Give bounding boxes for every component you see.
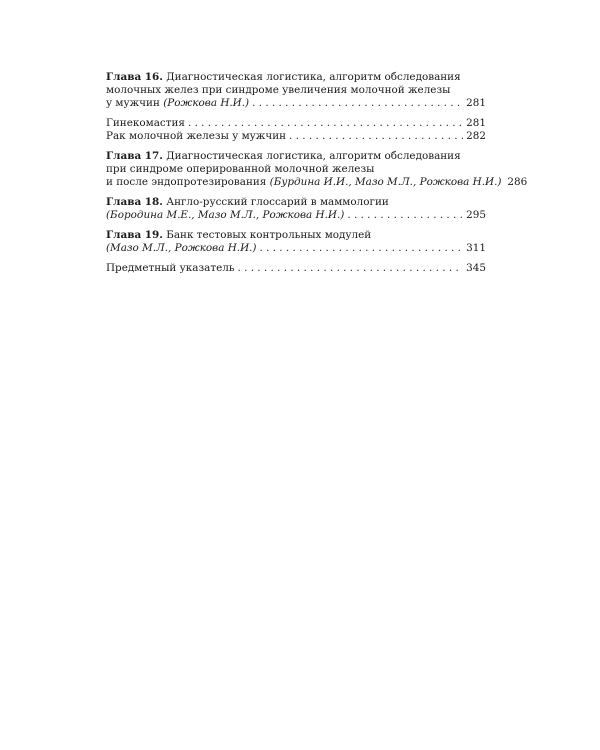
leader-dots bbox=[237, 262, 463, 275]
table-of-contents bbox=[106, 71, 528, 282]
chapter-label: Глава 18. bbox=[106, 196, 163, 208]
page-number: 281 bbox=[466, 97, 486, 109]
section-title: Гинекомастия bbox=[106, 117, 185, 129]
leader-dots bbox=[347, 209, 463, 222]
page-number: 295 bbox=[466, 209, 486, 221]
toc-entry-male-breast-cancer[interactable] bbox=[106, 130, 486, 143]
page-number: 281 bbox=[466, 117, 486, 129]
page-number: 311 bbox=[466, 242, 486, 254]
leader-dots bbox=[252, 97, 463, 110]
leader-dots bbox=[289, 130, 463, 143]
toc-entry-chapter-17[interactable] bbox=[106, 150, 528, 189]
chapter-title-cont: у мужчин bbox=[106, 97, 164, 109]
chapter-title-cont: при синдроме оперированной молочной железы bbox=[106, 163, 375, 175]
chapter-authors: (Мазо М.Л., Рожкова Н.И.) bbox=[106, 242, 257, 254]
chapter-title-cont: и после эндопротезирования bbox=[106, 176, 270, 188]
chapter-title: Диагностическая логистика, алгоритм обследования bbox=[162, 150, 461, 162]
page-number: 345 bbox=[466, 262, 486, 274]
page-number: 282 bbox=[466, 130, 486, 142]
toc-entry-chapter-16[interactable] bbox=[106, 71, 486, 110]
chapter-label: Глава 17. bbox=[106, 150, 163, 162]
leader-dots bbox=[188, 117, 463, 130]
chapter-authors: (Рожкова Н.И.) bbox=[163, 97, 250, 109]
chapter-title: Англо-русский глоссарий в маммологии bbox=[162, 196, 389, 208]
chapter-authors: (Бородина М.Е., Мазо М.Л., Рожкова Н.И.) bbox=[106, 209, 345, 221]
chapter-title: Банк тестовых контрольных модулей bbox=[162, 229, 372, 241]
section-title: Предметный указатель bbox=[106, 262, 235, 274]
chapter-label: Глава 19. bbox=[106, 229, 163, 241]
toc-entry-gynecomastia[interactable] bbox=[106, 117, 486, 130]
chapter-authors: (Бурдина И.И., Мазо М.Л., Рожкова Н.И.) bbox=[269, 176, 502, 188]
leader-dots bbox=[259, 242, 463, 255]
page-number: 286 bbox=[507, 176, 528, 188]
chapter-label: Глава 16. bbox=[106, 71, 163, 83]
toc-entry-subject-index[interactable] bbox=[106, 262, 486, 275]
toc-entry-chapter-18[interactable] bbox=[106, 196, 486, 222]
chapter-title-cont: молочных желез при синдроме увеличения молочной железы bbox=[106, 84, 451, 96]
toc-entry-chapter-19[interactable] bbox=[106, 229, 486, 255]
chapter-title: Диагностическая логистика, алгоритм обследования bbox=[162, 71, 461, 83]
section-title: Рак молочной железы у мужчин bbox=[106, 130, 287, 142]
